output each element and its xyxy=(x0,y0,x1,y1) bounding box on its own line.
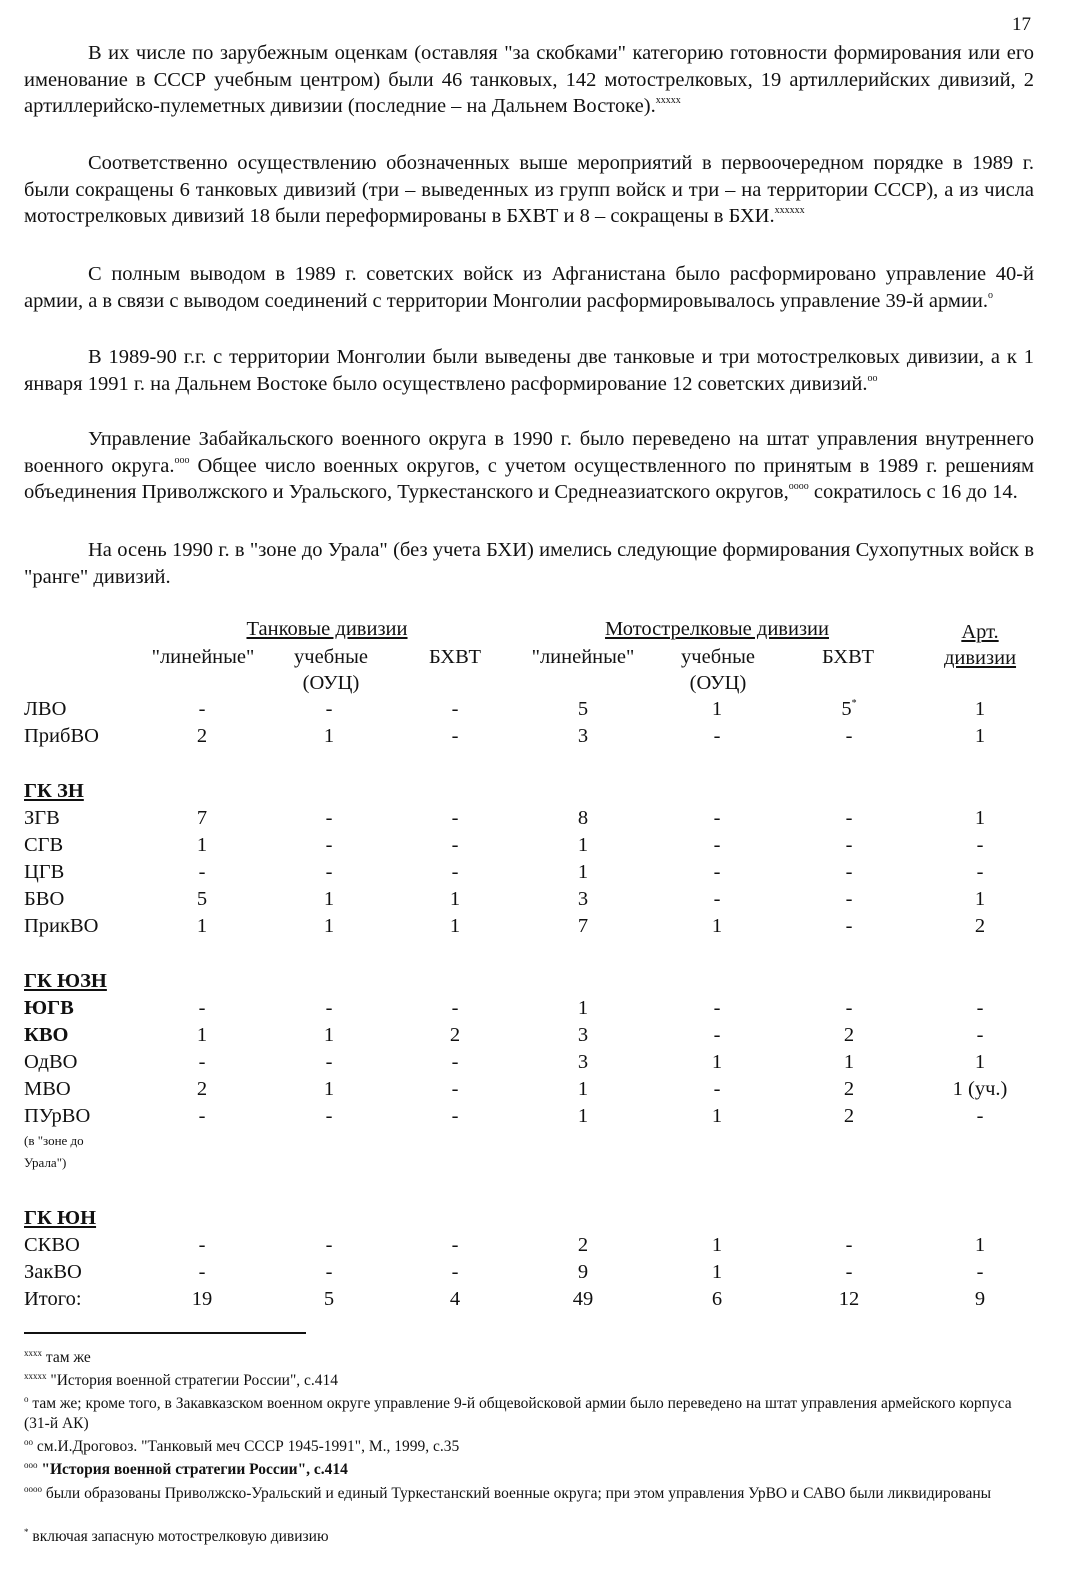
header-tank-linear: "линейные" xyxy=(151,646,255,668)
table-cell: - xyxy=(451,861,459,883)
paragraph-4 xyxy=(24,344,1034,397)
table-cell: - xyxy=(976,834,984,856)
table-cell: 2 xyxy=(196,725,208,747)
table-cell: 1 xyxy=(974,1234,986,1256)
footnote xyxy=(24,1348,1036,1368)
table-cell: - xyxy=(451,1078,459,1100)
row-label: ПрикВО xyxy=(24,915,99,937)
table-cell: 1 xyxy=(196,915,208,937)
row-label: СКВО xyxy=(24,1234,80,1256)
group-title: ГК ЮН xyxy=(24,1207,97,1229)
header-tank-divisions: Танковые дивизии xyxy=(246,618,408,640)
table-cell: 1 xyxy=(974,807,986,829)
paragraph-2 xyxy=(24,150,1034,230)
table-cell: - xyxy=(325,1261,333,1283)
footnote-ref: * xyxy=(851,698,857,709)
table-cell: - xyxy=(845,1261,853,1283)
table-cell: - xyxy=(198,861,206,883)
table-cell: - xyxy=(198,698,206,720)
table-cell: - xyxy=(845,725,853,747)
table-cell: 1 xyxy=(974,725,986,747)
footnote-mark: оо xyxy=(24,1437,33,1447)
table-cell: 5* xyxy=(841,698,857,720)
row-label: КВО xyxy=(24,1024,69,1046)
header-art-line2: дивизии xyxy=(943,647,1017,669)
row-label: СГВ xyxy=(24,834,64,856)
table-cell: 1 xyxy=(577,834,589,856)
footnote-text: см.И.Дроговоз. "Танковый меч СССР 1945-1991", М., 1999, с.35 xyxy=(33,1438,460,1455)
paragraph-3 xyxy=(24,261,1034,314)
table-cell: 3 xyxy=(577,1024,589,1046)
table-cell: 7 xyxy=(196,807,208,829)
table-cell: 3 xyxy=(577,725,589,747)
table-cell: - xyxy=(325,698,333,720)
table-cell: - xyxy=(845,915,853,937)
footnote-mark: ххххх xyxy=(24,1371,47,1381)
footnote-text: были образованы Приволжско-Уральский и единый Туркестанский военные округа; при этом управления УрВО и САВО были ликвидированы xyxy=(42,1485,992,1502)
table-cell: 5 xyxy=(196,888,208,910)
table-cell: 2 xyxy=(843,1105,855,1127)
table-cell: 1 xyxy=(577,1078,589,1100)
table-cell: - xyxy=(713,725,721,747)
row-sublabel: (в "зоне до Урала") xyxy=(24,1133,84,1170)
table-cell: 19 xyxy=(191,1288,213,1310)
paragraph-1 xyxy=(24,40,1034,120)
table-cell: - xyxy=(451,1051,459,1073)
table-cell: 12 xyxy=(838,1288,860,1310)
table-cell: - xyxy=(451,834,459,856)
row-label: ПрибВО xyxy=(24,725,99,747)
table-cell: 1 xyxy=(323,888,335,910)
header-tank-training-2: (ОУЦ) xyxy=(302,672,360,694)
table-cell: 2 xyxy=(449,1024,461,1046)
row-label: БВО xyxy=(24,888,65,910)
table-cell: 1 (уч.) xyxy=(952,1078,1008,1100)
table-cell: 1 xyxy=(449,915,461,937)
table-cell: 1 xyxy=(974,1051,986,1073)
table-cell: - xyxy=(976,1024,984,1046)
table-cell: - xyxy=(325,997,333,1019)
table-cell: - xyxy=(713,888,721,910)
footnote xyxy=(24,1484,1036,1504)
footnote xyxy=(24,1527,1036,1547)
footnote-text: "История военной стратегии России", с.414 xyxy=(46,1372,339,1389)
footnote-ref: о xyxy=(987,289,993,301)
paragraph-2-text: Соответственно осуществлению обозначенных выше мероприятий в первоочередном порядке в 1989 г. были сокращены 6 танковых дивизий (три – выведенных из групп войск и три – на территории СССР), а из числа мотострелковых дивизий 18 были переформированы в БХВТ и 8 – сокращены в БХИ. xyxy=(24,152,1034,227)
footnote-text: "История военной стратегии России", с.414 xyxy=(37,1461,348,1478)
paragraph-5-text-c: сократилось с 16 до 14. xyxy=(808,481,1018,503)
table-cell: - xyxy=(451,1261,459,1283)
table-cell: - xyxy=(976,997,984,1019)
table-cell: 1 xyxy=(711,698,723,720)
footnote-text: включая запасную мотострелковую дивизию xyxy=(28,1528,329,1545)
paragraph-3-text: С полным выводом в 1989 г. советских войск из Афганистана было расформировано управление 40-й армии, а в связи с выводом соединений с территории Монголии расформировывалось управление 39-й армии. xyxy=(24,263,1034,312)
footnote-mark: ооо xyxy=(24,1460,38,1470)
table-cell: 5 xyxy=(323,1288,335,1310)
table-cell: 2 xyxy=(843,1024,855,1046)
row-label: ЛВО xyxy=(24,698,67,720)
table-cell: - xyxy=(325,861,333,883)
table-cell: 2 xyxy=(196,1078,208,1100)
row-label: Итого: xyxy=(24,1288,82,1310)
table-cell: 1 xyxy=(323,725,335,747)
table-cell: 6 xyxy=(711,1288,723,1310)
table-cell: 2 xyxy=(577,1234,589,1256)
table-cell: 1 xyxy=(323,1078,335,1100)
row-label: ЗГВ xyxy=(24,807,60,829)
table-cell: 4 xyxy=(449,1288,461,1310)
table-cell: - xyxy=(713,807,721,829)
paragraph-6-text: На осень 1990 г. в "зоне до Урала" (без учета БХИ) имелись следующие формирования Сухопутных войск в "ранге" дивизий. xyxy=(24,539,1034,588)
table-cell: - xyxy=(976,1105,984,1127)
table-cell: 1 xyxy=(577,1105,589,1127)
table-cell: 1 xyxy=(974,888,986,910)
table-cell: - xyxy=(845,807,853,829)
footnote-mark: хххх xyxy=(24,1348,42,1358)
footnote-mark: оооо xyxy=(24,1484,42,1494)
paragraph-6 xyxy=(24,537,1034,590)
table-cell: 1 xyxy=(711,1105,723,1127)
table-cell: - xyxy=(713,1024,721,1046)
table-cell: 1 xyxy=(711,915,723,937)
table-cell: - xyxy=(451,997,459,1019)
table-cell: - xyxy=(451,807,459,829)
footnote xyxy=(24,1371,1036,1391)
table-cell: - xyxy=(198,1234,206,1256)
header-motor-divisions: Мотострелковые дивизии xyxy=(605,618,829,640)
footnote xyxy=(24,1460,1036,1480)
table-cell: - xyxy=(845,861,853,883)
table-cell: - xyxy=(325,1105,333,1127)
paragraph-5-text-b: Общее число военных округов, с учетом осуществленного по принятым в 1989 г. решениям объединения Приволжского и Уральского, Туркестанского и Среднеазиатского округов, xyxy=(24,454,1034,503)
table-cell: 7 xyxy=(577,915,589,937)
group-title: ГК ЮЗН xyxy=(24,970,107,992)
table-cell: 9 xyxy=(577,1261,589,1283)
footnote-ref: оооо xyxy=(788,481,809,492)
table-cell: 3 xyxy=(577,888,589,910)
table-cell: - xyxy=(845,888,853,910)
table-cell: 1 xyxy=(323,915,335,937)
table-cell: 1 xyxy=(323,1024,335,1046)
table-cell: - xyxy=(713,1078,721,1100)
row-label: ЦГВ xyxy=(24,861,65,883)
header-motor-training-1: учебные xyxy=(681,646,755,668)
header-tank-bhvt: БХВТ xyxy=(429,646,481,668)
footnote-rule xyxy=(24,1332,306,1334)
header-art-line1: Арт. xyxy=(961,621,999,643)
table-cell: - xyxy=(713,997,721,1019)
table-cell: - xyxy=(198,1051,206,1073)
table-cell: 1 xyxy=(577,861,589,883)
footnote-text: там же; кроме того, в Закавказском военном округе управление 9-й общевойсковой армии было переведено на штат управления армейского корпуса (31-й АК) xyxy=(24,1395,1012,1432)
table-cell: - xyxy=(451,1234,459,1256)
table-cell: 3 xyxy=(577,1051,589,1073)
table-cell: 1 xyxy=(196,1024,208,1046)
table-cell: 9 xyxy=(974,1288,986,1310)
footnote-text: там же xyxy=(42,1349,91,1366)
footnote-ref: хххххх xyxy=(774,205,805,216)
table-cell: 5 xyxy=(577,698,589,720)
table-cell: 1 xyxy=(711,1234,723,1256)
table-cell: 1 xyxy=(711,1051,723,1073)
table-cell: 1 xyxy=(449,888,461,910)
table-cell: - xyxy=(976,1261,984,1283)
table-cell: 2 xyxy=(843,1078,855,1100)
table-cell: 1 xyxy=(196,834,208,856)
table-cell: - xyxy=(713,861,721,883)
footnote-ref: оо xyxy=(867,372,878,384)
page-number: 17 xyxy=(1012,14,1031,35)
header-motor-linear: "линейные" xyxy=(531,646,635,668)
table-cell: - xyxy=(845,997,853,1019)
table-cell: 1 xyxy=(843,1051,855,1073)
table-cell: - xyxy=(325,1234,333,1256)
table-cell: 49 xyxy=(572,1288,594,1310)
paragraph-4-text: В 1989-90 г.г. с территории Монголии были выведены две танковые и три мотострелковых дивизии, а к 1 января 1991 г. на Дальнем Востоке было осуществлено расформирование 12 советских дивизий. xyxy=(24,346,1034,395)
footnote-ref: ооо xyxy=(174,454,190,466)
table-cell: 1 xyxy=(974,698,986,720)
footnote xyxy=(24,1394,1036,1434)
table-cell: 1 xyxy=(711,1261,723,1283)
table-cell: - xyxy=(976,861,984,883)
table-cell: - xyxy=(451,698,459,720)
table-cell: - xyxy=(325,834,333,856)
table-cell: - xyxy=(325,1051,333,1073)
row-label: ЮГВ xyxy=(24,997,74,1019)
header-motor-bhvt: БХВТ xyxy=(822,646,874,668)
header-tank-training-1: учебные xyxy=(294,646,368,668)
footnote-mark: о xyxy=(24,1394,29,1404)
footnote-ref: ххххх xyxy=(655,95,681,106)
table-cell: - xyxy=(845,834,853,856)
table-cell: - xyxy=(451,725,459,747)
table-cell: - xyxy=(198,997,206,1019)
table-cell: 2 xyxy=(974,915,986,937)
group-title: ГК ЗН xyxy=(24,780,84,802)
header-motor-training-2: (ОУЦ) xyxy=(689,672,747,694)
row-label: ОдВО xyxy=(24,1051,78,1073)
footnote xyxy=(24,1437,1036,1457)
table-cell: - xyxy=(713,834,721,856)
table-cell: - xyxy=(845,1234,853,1256)
footnote-mark: * xyxy=(24,1527,29,1537)
paragraph-1-text: В их числе по зарубежным оценкам (оставляя "за скобками" категорию готовности формирования или его именование в СССР учебным центром) были 46 танковых, 142 мотострелковых, 19 артиллерийских дивизий, 2 артиллерийско-пулеметных дивизии (последние – на Дальнем Востоке). xyxy=(24,42,1034,117)
table-cell: - xyxy=(198,1105,206,1127)
table-cell: - xyxy=(198,1261,206,1283)
table-cell: 8 xyxy=(577,807,589,829)
row-label: ПУрВО xyxy=(24,1105,91,1127)
table-cell: 1 xyxy=(577,997,589,1019)
paragraph-5 xyxy=(24,426,1034,506)
paragraph-5-text-a: Управление Забайкальского военного округа в 1990 г. было переведено на штат управления внутреннего военного округа. xyxy=(24,428,1034,477)
row-label: МВО xyxy=(24,1078,71,1100)
table-cell: - xyxy=(451,1105,459,1127)
row-label: ЗакВО xyxy=(24,1261,82,1283)
table-cell: - xyxy=(325,807,333,829)
